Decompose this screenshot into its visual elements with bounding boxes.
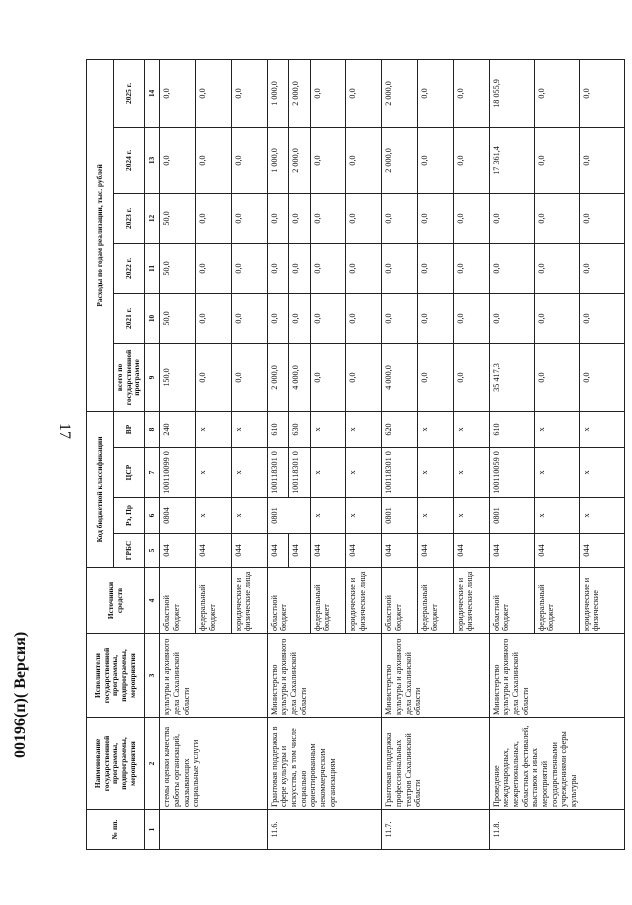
cell-2024: 0,0 bbox=[310, 127, 346, 193]
header-rzpr: Рз, Пр bbox=[114, 498, 145, 534]
cell-2025: 0,0 bbox=[534, 59, 579, 127]
cell-2021: 0,0 bbox=[346, 293, 382, 343]
cell-2021: 0,0 bbox=[489, 293, 534, 343]
header-2025: 2025 г. bbox=[114, 59, 145, 127]
cell-name: Грантовая поддержка в сфере культуры и искусства, в том числе социально ориентированным некоммерческим организациям bbox=[267, 718, 382, 810]
cell-2025: 0,0 bbox=[231, 59, 267, 127]
cell-name: Грантовая поддержка профессиональных театров Сахалинской области bbox=[382, 718, 489, 810]
cell-2025: 0,0 bbox=[453, 59, 489, 127]
cell-csr: 100118301 0 bbox=[289, 448, 311, 498]
cell-total: 150,0 bbox=[160, 343, 196, 411]
cell-2025: 2 000,0 bbox=[382, 59, 418, 127]
cell-2024: 2 000,0 bbox=[382, 127, 418, 193]
cell-csr: 100110059 0 bbox=[489, 448, 534, 498]
cell-2021: 0,0 bbox=[231, 293, 267, 343]
cell-total: 0,0 bbox=[310, 343, 346, 411]
cell-executor: Министерство культуры и архивного дела Сахалинской области bbox=[489, 634, 624, 718]
column-number: 9 bbox=[145, 343, 160, 411]
header-budget-code: Код бюджетной классификации bbox=[87, 411, 114, 567]
cell-vr: х bbox=[310, 411, 346, 447]
cell-2023: 0,0 bbox=[310, 193, 346, 243]
cell-vr: х bbox=[453, 411, 489, 447]
column-number: 1 bbox=[145, 810, 160, 850]
cell-2022: 0,0 bbox=[382, 243, 418, 293]
cell-num: 11.7. bbox=[382, 810, 489, 850]
cell-total: 4 000,0 bbox=[382, 343, 418, 411]
page-number: 17 bbox=[56, 423, 73, 439]
cell-grbs: 044 bbox=[534, 534, 579, 568]
cell-vr: 620 bbox=[382, 411, 418, 447]
cell-total: 0,0 bbox=[453, 343, 489, 411]
cell-grbs: 044 bbox=[346, 534, 382, 568]
cell-rzpr: 0801 bbox=[267, 498, 310, 534]
cell-source: федеральный бюджет bbox=[418, 568, 454, 634]
cell-grbs: 044 bbox=[453, 534, 489, 568]
cell-executor: культуры и архивного дела Сахалинской области bbox=[160, 634, 267, 718]
cell-2025: 0,0 bbox=[195, 59, 231, 127]
cell-rzpr: х bbox=[231, 498, 267, 534]
cell-2022: 0,0 bbox=[231, 243, 267, 293]
cell-total: 0,0 bbox=[346, 343, 382, 411]
cell-source: юридические и физические лица bbox=[453, 568, 489, 634]
cell-source: юридические и физические лица bbox=[231, 568, 267, 634]
cell-2023: 0,0 bbox=[195, 193, 231, 243]
cell-source: федеральный бюджет bbox=[195, 568, 231, 634]
cell-2023: 0,0 bbox=[579, 193, 624, 243]
cell-2022: 0,0 bbox=[310, 243, 346, 293]
cell-total: 4 000,0 bbox=[289, 343, 311, 411]
cell-rzpr: 0804 bbox=[160, 498, 196, 534]
cell-2025: 2 000,0 bbox=[289, 59, 311, 127]
cell-grbs: 044 bbox=[267, 534, 289, 568]
budget-table bbox=[86, 59, 625, 850]
column-number: 13 bbox=[145, 127, 160, 193]
cell-2022: 0,0 bbox=[579, 243, 624, 293]
cell-2023: 0,0 bbox=[489, 193, 534, 243]
column-number: 3 bbox=[145, 634, 160, 718]
cell-vr: х bbox=[195, 411, 231, 447]
header-executor: Исполнители государственной программы, подпрограммы, мероприятия bbox=[87, 634, 145, 718]
cell-name: Проведение международных, межрегиональных, областных фестивалей, выставок и иных мероприятий государственными учреждениями сферы культуры bbox=[489, 718, 624, 810]
cell-csr: х bbox=[579, 448, 624, 498]
cell-2024: 0,0 bbox=[160, 127, 196, 193]
cell-rzpr: х bbox=[195, 498, 231, 534]
cell-rzpr: х bbox=[418, 498, 454, 534]
cell-vr: 610 bbox=[489, 411, 534, 447]
cell-2021: 0,0 bbox=[382, 293, 418, 343]
cell-num: 11.8. bbox=[489, 810, 624, 850]
cell-executor: Министерство культуры и архивного дела Сахалинской области bbox=[267, 634, 382, 718]
cell-2021: 0,0 bbox=[289, 293, 311, 343]
header-csr: ЦСР bbox=[114, 448, 145, 498]
cell-rzpr: 0801 bbox=[489, 498, 534, 534]
column-number: 5 bbox=[145, 534, 160, 568]
cell-total: 0,0 bbox=[231, 343, 267, 411]
cell-2024: 0,0 bbox=[346, 127, 382, 193]
cell-2021: 0,0 bbox=[453, 293, 489, 343]
cell-csr: х bbox=[231, 448, 267, 498]
cell-2021: 0,0 bbox=[195, 293, 231, 343]
cell-total: 35 417,3 bbox=[489, 343, 534, 411]
cell-grbs: 044 bbox=[289, 534, 311, 568]
cell-2024: 0,0 bbox=[418, 127, 454, 193]
cell-source: областной бюджет bbox=[267, 568, 310, 634]
rotated-table-wrapper bbox=[86, 60, 625, 850]
cell-vr: х bbox=[231, 411, 267, 447]
table-row bbox=[489, 59, 534, 849]
column-number: 14 bbox=[145, 59, 160, 127]
cell-csr: 100118301 0 bbox=[267, 448, 289, 498]
cell-2021: 0,0 bbox=[418, 293, 454, 343]
column-numbers-row bbox=[145, 59, 160, 849]
cell-num bbox=[160, 810, 267, 850]
cell-2023: 50,0 bbox=[160, 193, 196, 243]
cell-2025: 0,0 bbox=[579, 59, 624, 127]
cell-2024: 1 000,0 bbox=[267, 127, 289, 193]
cell-csr: 100110099 0 bbox=[160, 448, 196, 498]
cell-source: федеральный бюджет bbox=[534, 568, 579, 634]
cell-rzpr: 0801 bbox=[382, 498, 418, 534]
cell-2022: 0,0 bbox=[418, 243, 454, 293]
column-number: 6 bbox=[145, 498, 160, 534]
header-grbs: ГРБС bbox=[114, 534, 145, 568]
column-number: 11 bbox=[145, 243, 160, 293]
cell-csr: х bbox=[195, 448, 231, 498]
cell-rzpr: х bbox=[579, 498, 624, 534]
cell-num: 11.6. bbox=[267, 810, 382, 850]
cell-total: 0,0 bbox=[579, 343, 624, 411]
table-row bbox=[267, 59, 289, 849]
cell-2021: 0,0 bbox=[579, 293, 624, 343]
cell-grbs: 044 bbox=[231, 534, 267, 568]
cell-source: юридические и физические bbox=[579, 568, 624, 634]
cell-vr: 630 bbox=[289, 411, 311, 447]
table-row bbox=[382, 59, 418, 849]
cell-rzpr: х bbox=[310, 498, 346, 534]
header-2024: 2024 г. bbox=[114, 127, 145, 193]
column-number: 12 bbox=[145, 193, 160, 243]
cell-2024: 0,0 bbox=[195, 127, 231, 193]
cell-source: областной бюджет bbox=[382, 568, 418, 634]
cell-grbs: 044 bbox=[310, 534, 346, 568]
cell-total: 2 000,0 bbox=[267, 343, 289, 411]
cell-name: стемы оценки качества работы организаций, оказывающих социальные услуги bbox=[160, 718, 267, 810]
column-number: 7 bbox=[145, 448, 160, 498]
cell-2023: 0,0 bbox=[534, 193, 579, 243]
cell-csr: х bbox=[418, 448, 454, 498]
cell-vr: х bbox=[418, 411, 454, 447]
table-header bbox=[87, 59, 160, 849]
header-sources: Источники средств bbox=[87, 568, 145, 634]
cell-source: юридические и физические лица bbox=[346, 568, 382, 634]
cell-vr: х bbox=[346, 411, 382, 447]
cell-2023: 0,0 bbox=[346, 193, 382, 243]
cell-2023: 0,0 bbox=[231, 193, 267, 243]
column-number: 2 bbox=[145, 718, 160, 810]
cell-2023: 0,0 bbox=[289, 193, 311, 243]
cell-rzpr: х bbox=[346, 498, 382, 534]
cell-2025: 18 055,9 bbox=[489, 59, 534, 127]
header-name: Наименование государственной программы, подпрограммы, мероприятия bbox=[87, 718, 145, 810]
cell-source: областной бюджет bbox=[160, 568, 196, 634]
header-total: всего по государственной программе bbox=[114, 343, 145, 411]
cell-rzpr: х bbox=[534, 498, 579, 534]
cell-2025: 0,0 bbox=[310, 59, 346, 127]
cell-2024: 0,0 bbox=[231, 127, 267, 193]
cell-grbs: 044 bbox=[579, 534, 624, 568]
header-2023: 2023 г. bbox=[114, 193, 145, 243]
cell-2025: 0,0 bbox=[160, 59, 196, 127]
cell-2022: 0,0 bbox=[453, 243, 489, 293]
column-number: 8 bbox=[145, 411, 160, 447]
cell-csr: 100118301 0 bbox=[382, 448, 418, 498]
cell-grbs: 044 bbox=[160, 534, 196, 568]
cell-2024: 2 000,0 bbox=[289, 127, 311, 193]
cell-2022: 0,0 bbox=[489, 243, 534, 293]
cell-2021: 0,0 bbox=[267, 293, 289, 343]
cell-2024: 0,0 bbox=[453, 127, 489, 193]
cell-2025: 0,0 bbox=[418, 59, 454, 127]
cell-csr: х bbox=[534, 448, 579, 498]
cell-csr: х bbox=[310, 448, 346, 498]
cell-2024: 0,0 bbox=[534, 127, 579, 193]
header-num: № пп. bbox=[87, 810, 145, 850]
cell-2023: 0,0 bbox=[453, 193, 489, 243]
cell-total: 0,0 bbox=[418, 343, 454, 411]
cell-grbs: 044 bbox=[418, 534, 454, 568]
header-2022: 2022 г. bbox=[114, 243, 145, 293]
table-row bbox=[160, 59, 196, 849]
cell-2022: 50,0 bbox=[160, 243, 196, 293]
header-2021: 2021 г. bbox=[114, 293, 145, 343]
cell-2024: 17 361,4 bbox=[489, 127, 534, 193]
cell-2023: 0,0 bbox=[418, 193, 454, 243]
cell-2022: 0,0 bbox=[267, 243, 289, 293]
cell-rzpr: х bbox=[453, 498, 489, 534]
table-body bbox=[160, 59, 625, 849]
cell-csr: х bbox=[346, 448, 382, 498]
document-footer-code: 00196(п)( Версия) bbox=[12, 631, 29, 758]
cell-vr: х bbox=[579, 411, 624, 447]
cell-vr: 610 bbox=[267, 411, 289, 447]
cell-executor: Министерство культуры и архивного дела Сахалинской области bbox=[382, 634, 489, 718]
cell-grbs: 044 bbox=[195, 534, 231, 568]
cell-source: федеральный бюджет bbox=[310, 568, 346, 634]
cell-2021: 0,0 bbox=[534, 293, 579, 343]
cell-2023: 0,0 bbox=[267, 193, 289, 243]
cell-2024: 0,0 bbox=[579, 127, 624, 193]
header-expenses: Расходы по годам реализации, тыс. рублей bbox=[87, 59, 114, 411]
cell-2021: 50,0 bbox=[160, 293, 196, 343]
cell-2023: 0,0 bbox=[382, 193, 418, 243]
cell-total: 0,0 bbox=[534, 343, 579, 411]
cell-csr: х bbox=[453, 448, 489, 498]
cell-2025: 1 000,0 bbox=[267, 59, 289, 127]
column-number: 10 bbox=[145, 293, 160, 343]
cell-grbs: 044 bbox=[382, 534, 418, 568]
column-number: 4 bbox=[145, 568, 160, 634]
cell-vr: х bbox=[534, 411, 579, 447]
cell-2022: 0,0 bbox=[346, 243, 382, 293]
cell-vr: 240 bbox=[160, 411, 196, 447]
cell-2022: 0,0 bbox=[534, 243, 579, 293]
cell-2021: 0,0 bbox=[310, 293, 346, 343]
cell-2022: 0,0 bbox=[289, 243, 311, 293]
cell-grbs: 044 bbox=[489, 534, 534, 568]
cell-source: областной бюджет bbox=[489, 568, 534, 634]
cell-total: 0,0 bbox=[195, 343, 231, 411]
header-vr: ВР bbox=[114, 411, 145, 447]
cell-2025: 0,0 bbox=[346, 59, 382, 127]
cell-2022: 0,0 bbox=[195, 243, 231, 293]
